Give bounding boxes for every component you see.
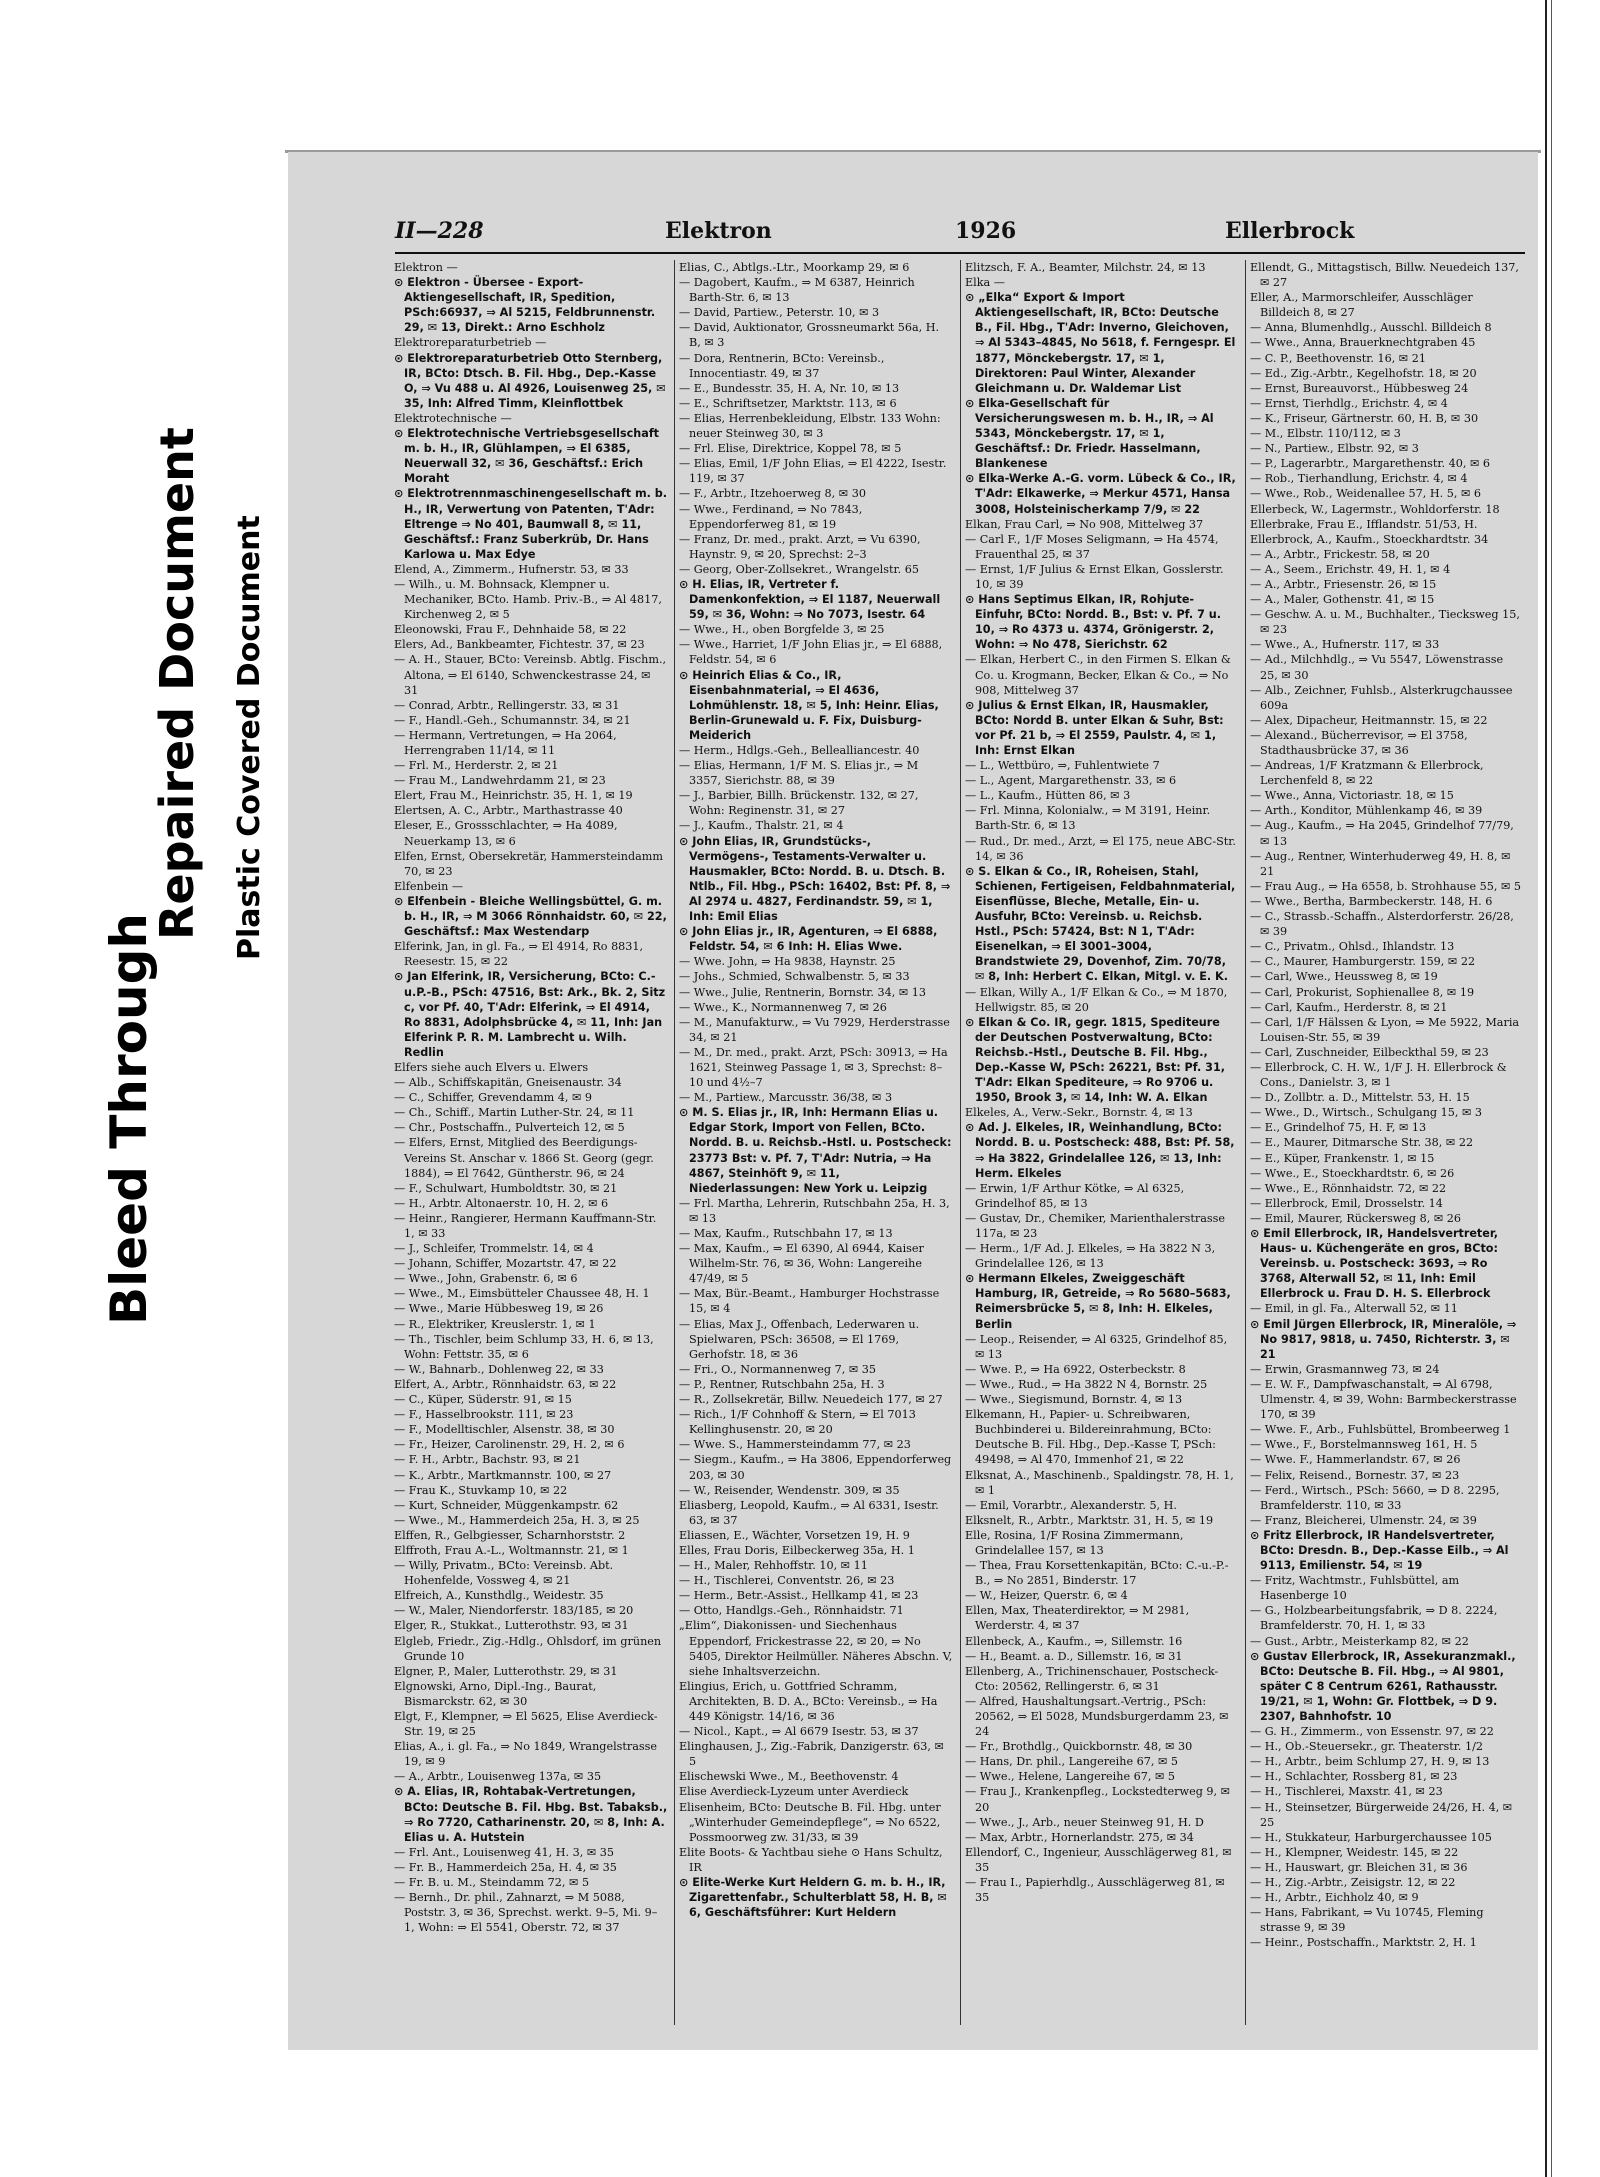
directory-entry: — Elias, Herrenbekleidung, Elbstr. 133 Wohn: neuer Steinweg 30, ✉ 3	[679, 411, 941, 441]
directory-entry: — Fr., Heizer, Carolinenstr. 29, H. 2, ✉ 6	[394, 1438, 625, 1452]
directory-entry: — Carl, 1/F Hälssen & Lyon, ⇒ Me 5922, Maria Louisen-Str. 55, ✉ 39	[1250, 1015, 1520, 1044]
directory-entry: — Heinr., Postschaffn., Marktstr. 2, H. 1	[1250, 1936, 1477, 1950]
directory-entry: ⊙ „Elka“ Export & Import Aktiengesellschaft, IR, BCto: Deutsche B., Fil. Hbg., T'Adr: Inverno, Gleichoven, ⇒ Al 5343–4845, No 5618, f. Ferngespr. El 1877, Mönckebergstr. 17, ✉ 1, Direktoren: Paul Winter, Alexander Gleichmann u. Dr. Waldemar List	[965, 291, 1236, 395]
directory-entry: — Wwe., Rud., ⇒ Ha 3822 N 4, Bornstr. 25	[965, 1377, 1208, 1391]
directory-entry: — Gust., Arbtr., Meisterkamp 82, ✉ 22	[1250, 1634, 1469, 1648]
directory-entry: — Heinr., Rangierer, Hermann Kauffmann-Str. 1, ✉ 33	[394, 1211, 657, 1240]
directory-entry: ⊙ Jan Elferink, IR, Versicherung, BCto: C.-u.P.-B., PSch: 47516, Bst: Ark., Bk. 2, Sitz c, vor Pf. 40, T'Adr: Elferink, ⇒ El 4914, Ro 8831, Adolphsbrücke 4, ✉ 11, Inh: Jan Elferink P. R. M. Lambrecht u. Wilh. Redlin	[394, 970, 666, 1059]
directory-entry: Ellerbrock, A., Kaufm., Stoeckhardtstr. 34	[1250, 532, 1489, 546]
directory-entry: — Wwe., E., Rönnhaidstr. 72, ✉ 22	[1250, 1181, 1447, 1195]
directory-entry: Elfreich, A., Kunsthdlg., Weidestr. 35	[394, 1589, 604, 1603]
directory-entry: — Alex, Dipacheur, Heitmannstr. 15, ✉ 22	[1250, 713, 1488, 727]
directory-entry: — H., Maler, Rehhoffstr. 10, ✉ 11	[679, 1559, 868, 1573]
directory-entry: — Ernst, Bureauvorst., Hübbesweg 24	[1250, 381, 1469, 395]
directory-entry: — Geschw. A. u. M., Buchhalter., Tiecksweg 15, ✉ 23	[1250, 608, 1520, 637]
directory-entry: — H., Tischlerei, Conventstr. 26, ✉ 23	[679, 1574, 895, 1588]
directory-entry: — Andreas, 1/F Kratzmann & Ellerbrock, Lerchenfeld 8, ✉ 22	[1250, 759, 1484, 788]
directory-entry: — Wwe., M., Eimsbütteler Chaussee 48, H. 1	[394, 1287, 650, 1301]
directory-entry: — David, Auktionator, Grossneumarkt 56a, H. B, ✉ 3	[679, 321, 940, 350]
frame-border-inner	[1551, 0, 1552, 2177]
directory-entry: — G. H., Zimmerm., von Essenstr. 97, ✉ 22	[1250, 1725, 1494, 1739]
directory-entry: — Herm., Hdlgs.-Geh., Bellealliancestr. 40	[679, 744, 920, 757]
directory-entry: — Johs., Schmied, Schwalbenstr. 5, ✉ 33	[679, 970, 910, 984]
directory-entry: — Franz, Bleicherei, Ulmenstr. 24, ✉ 39	[1250, 1513, 1477, 1527]
directory-entry: ⊙ M. S. Elias jr., IR, Inh: Hermann Elias u. Edgar Stork, Import von Fellen, BCto. Nordd. B. u. Reichsb.-Hstl. u. Postscheck: 23773 Bst: v. Pf. 7, T'Adr: Nutria, ⇒ Ha 4867, Steinhöft 9, ✉ 11, Niederlassungen: New York u. Leipzig	[679, 1106, 952, 1195]
directory-entry: — A., Seem., Erichstr. 49, H. 1, ✉ 4	[1250, 562, 1451, 576]
directory-entry: Elksnat, A., Maschinenb., Spaldingstr. 78, H. 1, ✉ 1	[965, 1468, 1234, 1497]
directory-entry: — A., Arbtr., Friesenstr. 26, ✉ 15	[1250, 577, 1437, 591]
directory-entry: Elkemann, H., Papier- u. Schreibwaren, Buchbinderei u. Bildereinrahmung, BCto: Deutsche B. Fil. Hbg., Dep.-Kasse T, PSch: 49498, ⇒ Al 470, Immenhof 21, ✉ 22	[965, 1408, 1216, 1467]
directory-entry: — L., Agent, Margarethenstr. 33, ✉ 6	[965, 774, 1177, 788]
directory-entry: Elles, Frau Doris, Eilbeckerweg 35a, H. 1	[679, 1543, 915, 1557]
directory-entry: — Frl. Elise, Direktrice, Koppel 78, ✉ 5	[679, 442, 902, 456]
page-number: II—228	[395, 218, 484, 244]
header-first-word: Elektron	[665, 218, 772, 244]
directory-entry: Elle, Rosina, 1/F Rosina Zimmermann, Grindelallee 157, ✉ 13	[965, 1528, 1184, 1557]
directory-entry: — Wwe., Ferdinand, ⇒ No 7843, Eppendorferweg 81, ✉ 19	[679, 502, 863, 531]
directory-entry: — D., Zollbtr. a. D., Mittelstr. 53, H. 15	[1250, 1091, 1470, 1105]
directory-entry: — Wwe., Marie Hübbesweg 19, ✉ 26	[394, 1302, 604, 1316]
directory-entry: Elfenbein —	[394, 879, 464, 893]
directory-entry: — A. H., Stauer, BCto: Vereinsb. Abtlg. Fischm., Altona, ⇒ El 6140, Schwenckestrasse 24, ✉ 31	[394, 653, 667, 697]
directory-entry: — Wwe., E., Stoeckhardtstr. 6, ✉ 26	[1250, 1166, 1455, 1180]
directory-entry: — Siegm., Kaufm., ⇒ Ha 3806, Eppendorferweg 203, ✉ 30	[679, 1453, 952, 1482]
directory-entry: — Emil, Vorarbtr., Alexanderstr. 5, H.	[965, 1498, 1177, 1512]
directory-entry: — Carl F., 1/F Moses Seligmann, ⇒ Ha 4574, Frauenthal 25, ✉ 37	[965, 532, 1219, 561]
directory-entry: — Wwe., Bertha, Barmbeckerstr. 148, H. 6	[1250, 894, 1493, 908]
directory-entry: ⊙ Elektrotechnische Vertriebsgesellschaft m. b. H., IR, Glühlampen, ⇒ El 6385, Neuerwall 32, ✉ 36, Geschäftsf.: Erich Moraht	[394, 427, 660, 486]
directory-entry: — H., Arbtr., beim Schlump 27, H. 9, ✉ 13	[1250, 1755, 1490, 1769]
directory-entry: ⊙ John Elias jr., IR, Agenturen, ⇒ El 6888, Feldstr. 54, ✉ 6 Inh: H. Elias Wwe.	[679, 925, 938, 954]
directory-entry: — Wwe., Harriet, 1/F John Elias jr., ⇒ El 6888, Feldstr. 54, ✉ 6	[679, 638, 943, 667]
directory-entry: — F., Handl.-Geh., Schumannstr. 34, ✉ 21	[394, 713, 631, 727]
directory-entry: — Elias, Max J., Offenbach, Lederwaren u. Spielwaren, PSch: 36508, ⇒ El 1769, Gerhofstr. 18, ✉ 36	[679, 1317, 920, 1361]
directory-entry: ⊙ Ad. J. Elkeles, IR, Weinhandlung, BCto: Nordd. B. u. Postscheck: 488, Bst: Pf. 58, ⇒ Ha 3822, Grindelallee 126, ✉ 13, Inh: Herm. Elkeles	[965, 1121, 1235, 1180]
directory-entry: ⊙ John Elias, IR, Grundstücks-, Vermögens-, Testaments-Verwalter u. Hausmakler, BCto: Nordd. B. u. Dtsch. B. Ntlb., Fil. Hbg., PSch: 16402, Bst: Pf. 8, ⇒ Al 2974 u. 4827, Ferdinandstr. 59, ✉ 1, Inh: Emil Elias	[679, 834, 951, 924]
directory-entry: — Leop., Reisender, ⇒ Al 6325, Grindelhof 85, ✉ 13	[965, 1332, 1228, 1361]
directory-entry: — Franz, Dr. med., prakt. Arzt, ⇒ Vu 6390, Haynstr. 9, ✉ 20, Sprechst: 2–3	[679, 532, 921, 561]
directory-entry: — Dagobert, Kaufm., ⇒ M 6387, Heinrich Barth-Str. 6, ✉ 13	[679, 276, 915, 305]
directory-entry: Elias, C., Abtlgs.-Ltr., Moorkamp 29, ✉ 6	[679, 261, 910, 274]
directory-entry: Elinghausen, J., Zig.-Fabrik, Danzigerstr. 63, ✉ 5	[679, 1740, 944, 1769]
directory-entry: ⊙ Elektroreparaturbetrieb Otto Sternberg, IR, BCto: Dtsch. B. Fil. Hbg., Dep.-Kasse O, ⇒ Vu 488 u. Al 4926, Louisenweg 25, ✉ 35, Inh: Alfred Timm, Kleinflottbek	[394, 351, 666, 410]
directory-entry: — Wwe., John, Grabenstr. 6, ✉ 6	[394, 1272, 578, 1286]
frame-border	[1545, 0, 1547, 2177]
directory-entry: — W., Bahnarb., Dohlenweg 22, ✉ 33	[394, 1362, 604, 1376]
directory-entry: Elert, Frau M., Heinrichstr. 35, H. 1, ✉ 19	[394, 789, 633, 803]
directory-entry: — Erwin, 1/F Arthur Kötke, ⇒ Al 6325, Grindelhof 85, ✉ 13	[965, 1181, 1185, 1210]
directory-entry: — Wilh., u. M. Bohnsack, Klempner u. Mechaniker, BCto. Hamb. Priv.-B., ⇒ Al 4817, Kirchenweg 2, ✉ 5	[394, 577, 662, 622]
directory-entry: — W., Reisender, Wendenstr. 309, ✉ 35	[679, 1483, 900, 1497]
directory-entry: — Frau M., Landwehrdamm 21, ✉ 23	[394, 774, 606, 788]
directory-entry: — Fr. B., Hammerdeich 25a, H. 4, ✉ 35	[394, 1860, 617, 1874]
directory-entry: — Wwe., D., Wirtsch., Schulgang 15, ✉ 3	[1250, 1106, 1483, 1120]
directory-entry: Eller, A., Marmorschleifer, Ausschläger Billdeich 8, ✉ 27	[1250, 291, 1473, 320]
directory-entry: — Wwe., M., Hammerdeich 25a, H. 3, ✉ 25	[394, 1513, 640, 1527]
directory-entry: — Wwe. John, ⇒ Ha 9838, Haynstr. 25	[679, 955, 896, 969]
directory-entry: — C., Maurer, Hamburgerstr. 159, ✉ 22	[1250, 955, 1476, 969]
directory-entry: — Fr. B. u. M., Steindamm 72, ✉ 5	[394, 1876, 590, 1890]
directory-entry: — Rud., Dr. med., Arzt, ⇒ El 175, neue ABC-Str. 14, ✉ 36	[965, 834, 1236, 863]
directory-entry: — Wwe. S., Hammersteindamm 77, ✉ 23	[679, 1438, 911, 1452]
page-header	[395, 218, 1525, 248]
directory-entry: — F., Arbtr., Itzehoerweg 8, ✉ 30	[679, 487, 866, 501]
column-divider	[674, 260, 675, 2025]
directory-entry: Elger, R., Stukkat., Lutterothstr. 93, ✉ 31	[394, 1619, 629, 1633]
directory-entry: — Alb., Schiffskapitän, Gneisenaustr. 34	[394, 1076, 622, 1090]
directory-entry: Ellendt, G., Mittagstisch, Billw. Neuedeich 137, ✉ 27	[1250, 261, 1519, 290]
directory-entry: Elertsen, A. C., Arbtr., Marthastrasse 40	[394, 804, 623, 818]
directory-entry: ⊙ Julius & Ernst Elkan, IR, Hausmakler, BCto: Nordd B. unter Elkan & Suhr, Bst: vor Pf. 21 b, ⇒ El 2559, Paulstr. 4, ✉ 1, Inh: Ernst Elkan	[965, 698, 1224, 757]
directory-entry: Elferink, Jan, in gl. Fa., ⇒ El 4914, Ro 8831, Reesestr. 15, ✉ 22	[394, 940, 644, 969]
directory-entry: — Arth., Konditor, Mühlenkamp 46, ✉ 39	[1250, 804, 1483, 818]
directory-entry: — G., Holzbearbeitungsfabrik, ⇒ D 8. 2224, Bramfelderstr. 70, H. 1, ✉ 33	[1250, 1604, 1498, 1633]
directory-entry: — Otto, Handlgs.-Geh., Rönnhaidstr. 71	[679, 1604, 904, 1618]
directory-entry: — Ellerbrock, C. H. W., 1/F J. H. Ellerbrock & Cons., Danielstr. 3, ✉ 1	[1250, 1060, 1507, 1090]
directory-entry: — Wwe. F., Hammerlandstr. 67, ✉ 26	[1250, 1453, 1461, 1467]
directory-entry: — R., Zollsekretär, Billw. Neuedeich 177, ✉ 27	[679, 1393, 943, 1407]
directory-entry: — M., Dr. med., prakt. Arzt, PSch: 30913, ⇒ Ha 1621, Steinweg Passage 1, ✉ 3, Sprechst: 8–10 und 4½–7	[679, 1045, 948, 1090]
directory-entry: Elischewski Wwe., M., Beethovenstr. 4	[679, 1770, 899, 1784]
column-divider	[1245, 260, 1246, 2025]
directory-entry: — Frau I., Papierhdlg., Ausschlägerweg 81, ✉ 35	[965, 1876, 1225, 1905]
directory-entry: — Rich., 1/F Cohnhoff & Stern, ⇒ El 7013 Kellinghusenstr. 20, ✉ 20	[679, 1408, 916, 1437]
directory-entry: Elgner, P., Maler, Lutterothstr. 29, ✉ 31	[394, 1664, 618, 1678]
directory-entry: — A., Maler, Gothenstr. 41, ✉ 15	[1250, 593, 1435, 607]
directory-entry: — Fri., O., Normannenweg 7, ✉ 35	[679, 1362, 876, 1376]
directory-entry: — H., Ob.-Steuersekr., gr. Theaterstr. 1/2	[1250, 1740, 1484, 1754]
directory-entry: — Willy, Privatm., BCto: Vereinsb. Abt. Hohenfelde, Vossweg 4, ✉ 21	[394, 1559, 614, 1588]
directory-entry: — Ferd., Wirtsch., PSch: 5660, ⇒ D 8. 2295, Bramfelderstr. 110, ✉ 33	[1250, 1483, 1500, 1512]
directory-entry: — Dora, Rentnerin, BCto: Vereinsb., Innocentiastr. 49, ✉ 37	[679, 351, 885, 380]
directory-entry: — H., Stukkateur, Harburgerchaussee 105	[1250, 1830, 1492, 1844]
directory-entry: Ellendorf, C., Ingenieur, Ausschlägerweg 81, ✉ 35	[965, 1845, 1232, 1874]
directory-entry: — Ernst, 1/F Julius & Ernst Elkan, Gosslerstr. 10, ✉ 39	[965, 562, 1224, 591]
directory-entry: — Thea, Frau Korsettenkapitän, BCto: C.-u.-P.-B., ⇒ No 2851, Binderstr. 17	[965, 1559, 1229, 1588]
directory-entry: — H., Hauswart, gr. Bleichen 31, ✉ 36	[1250, 1860, 1468, 1874]
directory-entry: — E., Maurer, Ditmarsche Str. 38, ✉ 22	[1250, 1136, 1474, 1150]
directory-entry: — C., Privatm., Ohlsd., Ihlandstr. 13	[1250, 940, 1455, 954]
directory-entry: ⊙ Elektrotrennmaschinengesellschaft m. b. H., IR, Verwertung von Patenten, T'Adr: Eltrenge ⇒ No 401, Baumwall 8, ✉ 11, Geschäftsf.: Franz Suberkrüb, Dr. Hans Karlowa u. Max Edye	[394, 487, 668, 561]
directory-entry: — Alexand., Bücherrevisor, ⇒ El 3758, Stadthausbrücke 37, ✉ 36	[1250, 728, 1468, 757]
directory-entry: Ellerbeck, W., Lagermstr., Wohldorferstr. 18	[1250, 502, 1500, 516]
directory-entry: — F., Modelltischler, Alsenstr. 38, ✉ 30	[394, 1423, 615, 1437]
directory-entry: — Elias, Emil, 1/F John Elias, ⇒ El 4222, Isestr. 119, ✉ 37	[679, 457, 947, 486]
directory-entry: — Herm., 1/F Ad. J. Elkeles, ⇒ Ha 3822 N 3, Grindelallee 126, ✉ 13	[965, 1242, 1216, 1271]
directory-entry: Elektrotechnische —	[394, 411, 512, 425]
directory-entry: — K., Arbtr., Martkmannstr. 100, ✉ 27	[394, 1468, 612, 1482]
directory-entry: — Wwe., Rob., Weidenallee 57, H. 5, ✉ 6	[1250, 487, 1481, 501]
plastic-covered-label: Plastic Covered Document	[232, 515, 267, 960]
directory-entry: — E., Grindelhof 75, H. F, ✉ 13	[1250, 1121, 1427, 1135]
directory-entry: — Frl. Ant., Louisenweg 41, H. 3, ✉ 35	[394, 1845, 615, 1859]
directory-entry: — Wwe., J., Arb., neuer Steinweg 91, H. D	[965, 1815, 1204, 1829]
directory-entry: — L., Wettbüro, ⇒, Fuhlentwiete 7	[965, 759, 1160, 773]
directory-entry: — H., Beamt. a. D., Sillemstr. 16, ✉ 31	[965, 1649, 1183, 1663]
directory-entry: Ellenberg, A., Trichinenschauer, Postscheck-Cto: 20562, Rellingerstr. 6, ✉ 31	[965, 1664, 1219, 1693]
directory-entry: — Emil, Maurer, Rückersweg 8, ✉ 26	[1250, 1211, 1462, 1225]
directory-entry: Elksnelt, R., Arbtr., Marktstr. 31, H. 5, ✉ 19	[965, 1513, 1214, 1527]
directory-entry: — Bernh., Dr. phil., Zahnarzt, ⇒ M 5088, Poststr. 3, ✉ 36, Sprechst. werkt. 9–5, Mi. 9–1, Wohn: ⇒ El 5541, Oberstr. 72, ✉ 37	[394, 1891, 658, 1935]
directory-entry: — W., Maler, Niendorferstr. 183/185, ✉ 20	[394, 1604, 634, 1618]
directory-entry: — Frau J., Krankenpfleg., Lockstedterweg 9, ✉ 20	[965, 1785, 1231, 1814]
directory-entry: Ellenbeck, A., Kaufm., ⇒, Sillemstr. 16	[965, 1634, 1183, 1648]
directory-entry: — E., Bundesstr. 35, H. A, Nr. 10, ✉ 13	[679, 381, 900, 395]
directory-entry: — Max, Kaufm., Rutschbahn 17, ✉ 13	[679, 1227, 893, 1240]
directory-entry: — Wwe., Helene, Langereihe 67, ✉ 5	[965, 1770, 1176, 1784]
directory-entry: — Ad., Milchhdlg., ⇒ Vu 5547, Löwenstrasse 25, ✉ 30	[1250, 653, 1504, 682]
directory-entry: — Hermann, Vertretungen, ⇒ Ha 2064, Herrengraben 11/14, ✉ 11	[394, 728, 617, 757]
directory-entry: — Carl, Kaufm., Herderstr. 8, ✉ 21	[1250, 1000, 1448, 1014]
directory-column-1	[394, 260, 668, 2025]
directory-entry: — Max, Kaufm., ⇒ El 6390, Al 6944, Kaiser Wilhelm-Str. 76, ✉ 36, Wohn: Langereihe 47/49, ✉ 5	[679, 1242, 924, 1286]
directory-entry: Elers, Ad., Bankbeamter, Fichtestr. 37, ✉ 23	[394, 638, 645, 652]
directory-entry: Eleser, E., Grossschlachter, ⇒ Ha 4089, Neuerkamp 13, ✉ 6	[394, 819, 618, 848]
header-year: 1926	[955, 218, 1017, 244]
directory-entry: — Carl, Wwe., Heussweg 8, ✉ 19	[1250, 970, 1438, 984]
directory-entry: — Anna, Blumenhdlg., Ausschl. Billdeich 8	[1250, 321, 1492, 335]
directory-entry: — W., Heizer, Querstr. 6, ✉ 4	[965, 1589, 1128, 1603]
directory-entry: Elektron —	[394, 261, 458, 274]
directory-entry: — Wwe., Julie, Rentnerin, Bornstr. 34, ✉ 13	[679, 985, 926, 999]
directory-entry: — H., Klempner, Weidestr. 145, ✉ 22	[1250, 1845, 1459, 1859]
directory-entry: — J., Schleifer, Trommelstr. 14, ✉ 4	[394, 1242, 594, 1256]
directory-entry: — Rob., Tierhandlung, Erichstr. 4, ✉ 4	[1250, 472, 1468, 486]
directory-entry: Ellerbrake, Frau E., Ifflandstr. 51/53, H.	[1250, 517, 1478, 531]
directory-entry: — P., Lagerarbtr., Margarethenstr. 40, ✉ 6	[1250, 457, 1491, 471]
directory-entry: — Frl. Martha, Lehrerin, Rutschbahn 25a, H. 3, ✉ 13	[679, 1196, 950, 1225]
directory-entry: — Alfred, Haushaltungsart.-Vertrig., PSch: 20562, ⇒ El 5028, Mundsburgerdamm 23, ✉ 24	[965, 1694, 1229, 1739]
directory-entry: — Wwe., Anna, Victoriastr. 18, ✉ 15	[1250, 789, 1454, 803]
directory-entry: — Ed., Zig.-Arbtr., Kegelhofstr. 18, ✉ 20	[1250, 366, 1477, 380]
directory-entry: Elgleb, Friedr., Zig.-Hdlg., Ohlsdorf, im grünen Grunde 10	[394, 1634, 662, 1663]
directory-entry: Elingius, Erich, u. Gottfried Schramm, Architekten, B. D. A., BCto: Vereinsb., ⇒ Ha 449 Königstr. 14/16, ✉ 36	[679, 1679, 938, 1723]
directory-entry: ⊙ Fritz Ellerbrock, IR Handelsvertreter, BCto: Dresdn. B., Dep.-Kasse Eilb., ⇒ Al 9113, Emilienstr. 54, ✉ 19	[1250, 1528, 1509, 1573]
directory-entry: — Frl. M., Herderstr. 2, ✉ 21	[394, 759, 559, 773]
directory-entry: — Ellerbrock, Emil, Drosselstr. 14	[1250, 1196, 1443, 1210]
directory-entry: ⊙ A. Elias, IR, Rohtabak-Vertretungen, BCto: Deutsche B. Fil. Hbg. Bst. Tabaksb., ⇒ Ro 7720, Catharinenstr. 20, ✉ 8, Inh: A. Elias u. A. Hutstein	[394, 1785, 668, 1844]
directory-entry: — David, Partiew., Peterstr. 10, ✉ 3	[679, 306, 880, 320]
directory-entry: — E., Küper, Frankenstr. 1, ✉ 15	[1250, 1151, 1435, 1165]
bleed-through-label: Bleed Through	[100, 913, 158, 1325]
directory-entry: — Frau Aug., ⇒ Ha 6558, b. Strohhause 55, ✉ 5	[1250, 879, 1522, 893]
directory-entry: — Conrad, Arbtr., Rellingerstr. 33, ✉ 31	[394, 698, 620, 712]
directory-entry: — Felix, Reisend., Bornestr. 37, ✉ 23	[1250, 1468, 1460, 1482]
directory-entry: ⊙ Elfenbein - Bleiche Wellingsbüttel, G. m. b. H., IR, ⇒ M 3066 Rönnhaidstr. 60, ✉ 22, Geschäftsf.: Max Westendarp	[394, 894, 667, 939]
header-rule	[395, 252, 1525, 254]
directory-entry: — P., Rentner, Rutschbahn 25a, H. 3	[679, 1377, 885, 1391]
directory-entry: Elffen, R., Gelbgiesser, Scharnhorststr. 2	[394, 1528, 626, 1542]
directory-entry: — Elkan, Herbert C., in den Firmen S. Elkan & Co. u. Krogmann, Becker, Elkan & Co., ⇒ No 908, Mittelweg 37	[965, 653, 1231, 697]
directory-entry: ⊙ Elka-Werke A.-G. vorm. Lübeck & Co., IR, T'Adr: Elkawerke, ⇒ Merkur 4571, Hansa 3008, Holsteinischerkamp 7/9, ✉ 22	[965, 472, 1236, 516]
directory-entry: — Wwe., K., Normannenweg 7, ✉ 26	[679, 1000, 887, 1014]
directory-entry: Elfers siehe auch Elvers u. Elwers	[394, 1060, 589, 1074]
directory-entry: — Fritz, Wachtmstr., Fuhlsbüttel, am Hasenberge 10	[1250, 1574, 1460, 1603]
directory-entry: — Fr., Brothdlg., Quickbornstr. 48, ✉ 30	[965, 1740, 1193, 1754]
directory-column-4	[1250, 260, 1524, 2025]
directory-entry: ⊙ Elkan & Co. IR, gegr. 1815, Spediteure der Deutschen Postverwaltung, BCto: Reichsb.-Hstl., Deutsche B. Fil. Hbg., Dep.-Kasse W, PSch: 26221, Bst: Pf. 31, T'Adr: Elkan Spediteure, ⇒ Ro 9706 u. 1950, Brook 3, ✉ 14, Inh: W. A. Elkan	[965, 1015, 1225, 1105]
directory-entry: — A., Arbtr., Louisenweg 137a, ✉ 35	[394, 1770, 602, 1784]
directory-entry: Elite Boots- & Yachtbau siehe ⊙ Hans Schultz, IR	[679, 1845, 943, 1874]
directory-entry: — C., Strassb.-Schaffn., Alsterdorferstr. 26/28, ✉ 39	[1250, 910, 1514, 939]
directory-entry: — L., Kaufm., Hütten 86, ✉ 3	[965, 789, 1131, 803]
directory-entry: — Wwe., F., Borstelmannsweg 161, H. 5	[1250, 1438, 1478, 1452]
directory-entry: — Ch., Schiff., Martin Luther-Str. 24, ✉ 11	[394, 1106, 635, 1120]
directory-entry: ⊙ Emil Jürgen Ellerbrock, IR, Mineralöle, ⇒ No 9817, 9818, u. 7450, Richterstr. 3, ✉ 21	[1250, 1317, 1517, 1361]
directory-entry: — H., Arbtr. Altonaerstr. 10, H. 2, ✉ 6	[394, 1196, 609, 1210]
directory-entry: — Aug., Kaufm., ⇒ Ha 2045, Grindelhof 77/79, ✉ 13	[1250, 819, 1514, 848]
directory-entry: — Kurt, Schneider, Müggenkampstr. 62	[394, 1498, 619, 1512]
directory-entry: Elfen, Ernst, Obersekretär, Hammersteindamm 70, ✉ 23	[394, 849, 664, 878]
directory-entry: — M., Partiew., Marcusstr. 36/38, ✉ 3	[679, 1091, 893, 1105]
directory-entry: ⊙ Elektron - Übersee - Export-Aktiengesellschaft, IR, Spedition, PSch:66937, ⇒ Al 5215, Feldbrunnenstr. 29, ✉ 13, Direkt.: Arno Eschholz	[394, 276, 656, 335]
directory-column-3	[965, 260, 1239, 2025]
header-last-word: Ellerbrock	[1225, 218, 1355, 244]
directory-entry: — Wwe., A., Hufnerstr. 117, ✉ 33	[1250, 638, 1440, 652]
directory-entry: Ellen, Max, Theaterdirektor, ⇒ M 2981, Werderstr. 4, ✉ 37	[965, 1604, 1190, 1633]
directory-entry: — E., Schriftsetzer, Marktstr. 113, ✉ 6	[679, 396, 897, 410]
directory-entry: — C. P., Beethovenstr. 16, ✉ 21	[1250, 351, 1426, 365]
directory-entry: — Hans, Dr. phil., Langereihe 67, ✉ 5	[965, 1755, 1179, 1769]
directory-entry: ⊙ Heinrich Elias & Co., IR, Eisenbahnmaterial, ⇒ El 4636, Lohmühlenstr. 18, ✉ 5, Inh: Heinr. Elias, Berlin-Grunewald u. F. Fix, Duisburg-Meiderich	[679, 668, 939, 742]
directory-entry: — H., Zig.-Arbtr., Zeisigstr. 12, ✉ 22	[1250, 1876, 1456, 1890]
directory-entry: — Herm., Betr.-Assist., Hellkamp 41, ✉ 23	[679, 1589, 919, 1603]
directory-entry: Eleonowski, Frau F., Dehnhaide 58, ✉ 22	[394, 623, 627, 637]
directory-entry: — Ernst, Tierhdlg., Erichstr. 4, ✉ 4	[1250, 396, 1448, 410]
directory-entry: — Frau K., Stuvkamp 10, ✉ 22	[394, 1483, 568, 1497]
directory-entry: Elka —	[965, 276, 1005, 290]
column-divider	[960, 260, 961, 2025]
directory-entry: — M., Manufakturw., ⇒ Vu 7929, Herderstrasse 34, ✉ 21	[679, 1015, 950, 1044]
directory-entry: — Nicol., Kapt., ⇒ Al 6679 Isestr. 53, ✉ 37	[679, 1725, 919, 1739]
directory-entry: — N., Partiew., Elbstr. 92, ✉ 3	[1250, 442, 1419, 456]
directory-entry: — Johann, Schiffer, Mozartstr. 47, ✉ 22	[394, 1257, 617, 1271]
directory-entry: Elgnowski, Arno, Dipl.-Ing., Baurat, Bismarckstr. 62, ✉ 30	[394, 1679, 597, 1708]
directory-entry: Eliasberg, Leopold, Kaufm., ⇒ Al 6331, Isestr. 63, ✉ 37	[679, 1498, 939, 1527]
directory-entry: Elkeles, A., Verw.-Sekr., Bornstr. 4, ✉ 13	[965, 1106, 1193, 1120]
directory-entry: — H., Steinsetzer, Bürgerweide 24/26, H. 4, ✉ 25	[1250, 1800, 1513, 1829]
directory-entry: — Wwe. F., Arb., Fuhlsbüttel, Brombeerweg 1	[1250, 1423, 1511, 1437]
directory-entry: — Hans, Fabrikant, ⇒ Vu 10745, Fleming strasse 9, ✉ 39	[1250, 1906, 1484, 1935]
directory-entry: Elend, A., Zimmerm., Hufnerstr. 53, ✉ 33	[394, 562, 629, 576]
directory-entry: — Max, Bür.-Beamt., Hamburger Hochstrasse 15, ✉ 4	[679, 1287, 940, 1316]
directory-entry: Elise Averdieck-Lyzeum unter Averdieck	[679, 1785, 909, 1799]
directory-entry: Elfert, A., Arbtr., Rönnhaidstr. 63, ✉ 22	[394, 1377, 617, 1391]
repaired-document-label: Repaired Document	[150, 427, 204, 940]
directory-entry: — E. W. F., Dampfwaschanstalt, ⇒ Al 6798, Ulmenstr. 4, ✉ 39, Wohn: Barmbeckerstrasse 170, ✉ 39	[1250, 1377, 1517, 1422]
directory-entry: — J., Barbier, Billh. Brückenstr. 132, ✉ 27, Wohn: Reginenstr. 31, ✉ 27	[679, 789, 919, 818]
directory-entry: — H., Arbtr., Eichholz 40, ✉ 9	[1250, 1891, 1419, 1905]
directory-entry: ⊙ Hans Septimus Elkan, IR, Rohjute-Einfuhr, BCto: Nordd. B., Bst: v. Pf. 7 u. 10, ⇒ Ro 4373 u. 4374, Grönigerstr. 2, Wohn: ⇒ No 478, Sierichstr. 62	[965, 593, 1221, 652]
directory-entry: — R., Elektriker, Kreuslerstr. 1, ✉ 1	[394, 1317, 596, 1331]
directory-entry: — Max, Arbtr., Hornerlandstr. 275, ✉ 34	[965, 1830, 1194, 1844]
directory-entry: Eliassen, E., Wächter, Vorsetzen 19, H. 9	[679, 1528, 910, 1542]
directory-entry: — A., Arbtr., Frickestr. 58, ✉ 20	[1250, 547, 1430, 561]
directory-column-2	[679, 260, 953, 2025]
directory-entry: — C., Küper, Süderstr. 91, ✉ 15	[394, 1393, 572, 1407]
directory-entry: Elias, A., i. gl. Fa., ⇒ No 1849, Wrangelstrasse 19, ✉ 9	[394, 1740, 658, 1769]
directory-entry: — F., Schulwart, Humboldtstr. 30, ✉ 21	[394, 1181, 618, 1195]
directory-entry: ⊙ Emil Ellerbrock, IR, Handelsvertreter, Haus- u. Küchengeräte en gros, BCto: Vereinsb. u. Postscheck: 3693, ⇒ Ro 3768, Alterwall 52, ✉ 11, Inh: Emil Ellerbrock u. Frau D. H. S. Ellerbrock	[1250, 1227, 1498, 1301]
directory-entry: — M., Elbstr. 110/112, ✉ 3	[1250, 427, 1401, 441]
directory-entry: — Frl. Minna, Kolonialw., ⇒ M 3191, Heinr. Barth-Str. 6, ✉ 13	[965, 804, 1211, 833]
directory-entry: Elgt, F., Klempner, ⇒ El 5625, Elise Averdieck-Str. 19, ✉ 25	[394, 1710, 658, 1739]
directory-entry: — J., Kaufm., Thalstr. 21, ✉ 4	[679, 819, 844, 833]
directory-entry: — Aug., Rentner, Winterhuderweg 49, H. 8, ✉ 21	[1250, 849, 1511, 878]
directory-entry: — C., Schiffer, Grevendamm 4, ✉ 9	[394, 1091, 593, 1105]
directory-entry: — Gustav, Dr., Chemiker, Marienthalerstrasse 117a, ✉ 23	[965, 1211, 1226, 1240]
directory-entry: — Emil, in gl. Fa., Alterwall 52, ✉ 11	[1250, 1302, 1458, 1316]
directory-entry: — K., Friseur, Gärtnerstr. 60, H. B, ✉ 30	[1250, 411, 1479, 425]
directory-entry: — Alb., Zeichner, Fuhlsb., Alsterkrugchaussee 609a	[1250, 683, 1513, 712]
directory-entry: — Th., Tischler, beim Schlump 33, H. 6, ✉ 13, Wohn: Fettstr. 35, ✉ 6	[394, 1332, 654, 1361]
directory-entry: Elisenheim, BCto: Deutsche B. Fil. Hbg. unter „Winterhuder Gemeindepflege“, ⇒ No 6522, Possmoorweg zw. 31/33, ✉ 39	[679, 1800, 941, 1844]
directory-entry: — F. H., Arbtr., Bachstr. 93, ✉ 21	[394, 1453, 581, 1467]
directory-entry: ⊙ Elite-Werke Kurt Heldern G. m. b. H., IR, Zigarettenfabr., Schulterblatt 58, H. B, ✉ 6, Geschäftsführer: Kurt Heldern	[679, 1876, 947, 1920]
directory-entry: — Elkan, Willy A., 1/F Elkan & Co., ⇒ M 1870, Hellwigstr. 85, ✉ 20	[965, 985, 1228, 1014]
directory-entry: Elitzsch, F. A., Beamter, Milchstr. 24, ✉ 13	[965, 261, 1206, 274]
directory-entry: ⊙ Elka-Gesellschaft für Versicherungswesen m. b. H., IR, ⇒ Al 5343, Mönckebergstr. 17, ✉ 1, Geschäftsf.: Dr. Friedr. Hasselmann, Blankenese	[965, 396, 1214, 471]
directory-entry: Elkan, Frau Carl, ⇒ No 908, Mittelweg 37	[965, 517, 1204, 531]
directory-entry: — Elias, Hermann, 1/F M. S. Elias jr., ⇒ M 3357, Sierichstr. 88, ✉ 39	[679, 759, 919, 788]
directory-entry: — F., Hasselbrookstr. 111, ✉ 23	[394, 1408, 574, 1422]
directory-entry: — Wwe., Anna, Brauerknechtgraben 45	[1250, 336, 1476, 350]
directory-entry: ⊙ Gustav Ellerbrock, IR, Assekuranzmakl., BCto: Deutsche B. Fil. Hbg., ⇒ Al 9801, später C 8 Centrum 6261, Rathausstr. 19/21, ✉ 1, Wohn: Gr. Flottbek, ⇒ D 9. 2307, Bahnhofstr. 10	[1250, 1649, 1516, 1723]
directory-entry: Elektroreparaturbetrieb —	[394, 336, 547, 350]
directory-entry: — H., Tischlerei, Maxstr. 41, ✉ 23	[1250, 1785, 1443, 1799]
directory-entry: — Chr., Postschaffn., Pulverteich 12, ✉ 5	[394, 1121, 625, 1135]
directory-entry: — Wwe. P., ⇒ Ha 6922, Osterbeckstr. 8	[965, 1362, 1186, 1376]
directory-entry: — Wwe., H., oben Borgfelde 3, ✉ 25	[679, 623, 885, 637]
directory-entry: — Wwe., Siegismund, Bornstr. 4, ✉ 13	[965, 1393, 1183, 1407]
directory-entry: — Carl, Zuschneider, Eilbeckthal 59, ✉ 23	[1250, 1045, 1489, 1059]
directory-entry: — Elfers, Ernst, Mitglied des Beerdigungs-Vereins St. Anschar v. 1866 St. Georg (gegr. 1884), ⇒ El 7642, Güntherstr. 96, ✉ 24	[394, 1136, 654, 1180]
directory-entry: ⊙ H. Elias, IR, Vertreter f. Damenkonfektion, ⇒ El 1187, Neuerwall 59, ✉ 36, Wohn: ⇒ No 7073, Isestr. 64	[679, 577, 941, 622]
directory-entry: — Carl, Prokurist, Sophienallee 8, ✉ 19	[1250, 985, 1475, 999]
directory-entry: Elffroth, Frau A.-L., Woltmannstr. 21, ✉ 1	[394, 1543, 629, 1557]
directory-entry: — Erwin, Grasmannweg 73, ✉ 24	[1250, 1362, 1440, 1376]
directory-entry: ⊙ S. Elkan & Co., IR, Roheisen, Stahl, Schienen, Fertigeisen, Feldbahnmaterial, Eisenflüsse, Bleche, Metalle, Ein- u. Ausfuhr, BCto: Vereinsb. u. Reichsb. Hstl., PSch: 57424, Bst: N 1, T'Adr: Eisenelkan, ⇒ El 3001–3004, Brandstwiete 29, Dovenhof, Zim. 70/78, ✉ 8, Inh: Herbert C. Elkan, Mitgl. v. E. K.	[965, 864, 1236, 984]
directory-entry: ⊙ Hermann Elkeles, Zweiggeschäft Hamburg, IR, Getreide, ⇒ Ro 5680–5683, Reimersbrücke 5, ✉ 8, Inh: H. Elkeles, Berlin	[965, 1272, 1231, 1331]
directory-entry: — H., Schlachter, Rossberg 81, ✉ 23	[1250, 1770, 1458, 1784]
directory-entry: — Georg, Ober-Zollsekret., Wrangelstr. 65	[679, 562, 919, 576]
directory-entry: „Elim“, Diakonissen- und Siechenhaus Eppendorf, Frickestrasse 22, ✉ 20, ⇒ No 5405, Direktor Heilmüller. Näheres Abschn. V, siehe Inhaltsverzeichn.	[679, 1619, 953, 1678]
